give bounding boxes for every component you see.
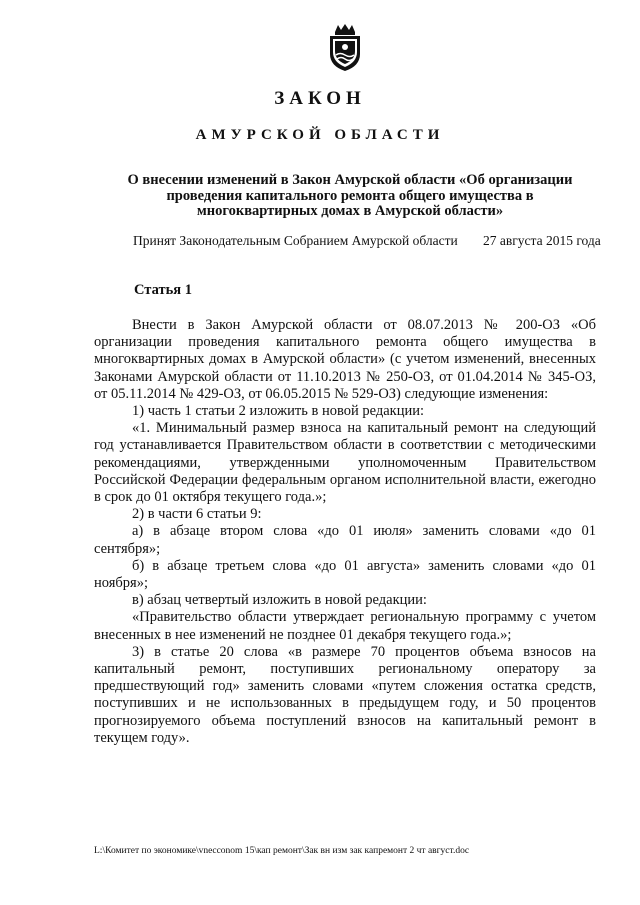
law-subject-line: проведения капитального ремонта общего имущества в [166,187,534,204]
law-title: ЗАКОН [274,88,366,109]
coat-of-arms-icon [322,22,368,72]
article-paragraph: 3) в статье 20 слова «в размере 70 процентов объема взносов на капитальный ремонт, поступивших региональному оператору за предшествующий год» заменить словами «путем сложения остатка средств, поступивших и не использованных в предыдущем году, и 50 процентов прогнозируемого объема поступлений взносов на капитальный ремонт в текущем году». [94,643,596,746]
adoption-text: Принят Законодательным Собранием Амурской области [133,233,458,248]
article-paragraph: б) в абзаце третьем слова «до 01 августа» заменить словами «до 01 ноября»; [94,557,596,592]
article-body [94,317,596,747]
adoption-date: 27 августа 2015 года [483,233,601,248]
article-paragraph: 2) в части 6 статьи 9: [132,506,262,523]
article-paragraph: а) в абзаце втором слова «до 01 июля» заменить словами «до 01 сентября»; [94,523,596,557]
article-paragraph: «Правительство области утверждает региональную программу с учетом внесенных в нее изменений не позднее 01 декабря текущего года.»; [94,609,596,643]
file-path-footer: L:\Комитет по экономике\vnecconom 15\кап ремонт\Зак вн изм зак капремонт 2 чт август.doc [94,846,470,856]
article-paragraph: в) абзац четвертый изложить в новой редакции: [132,592,427,609]
law-subject [100,173,600,220]
article-paragraph: 1) часть 1 статьи 2 изложить в новой редакции: [132,403,425,420]
region-title: АМУРСКОЙ ОБЛАСТИ [195,127,445,143]
law-subject-line: многоквартирных домах в Амурской области» [196,203,504,219]
article-title: Статья 1 [134,282,192,298]
article-paragraph: Внести в Закон Амурской области от 08.07.2013 № 200-ОЗ «Об организации проведения капитального ремонта общего имущества в многоквартирных домах в Амурской области» (с учетом изменений, внесенных Законами Амурской области от 11.10.2013 № 250-ОЗ, от 01.04.2014 № 345-ОЗ, от 05.11.2014 № 429-ОЗ, от 06.05.2015 № 529-ОЗ) следующие изменения: [94,317,596,402]
article-paragraph: «1. Минимальный размер взноса на капитальный ремонт на следующий год устанавливается Правительством области в соответствии с методическими рекомендациями, утвержденными уполномоченным Правительством Российской Федерации федеральным органом исполнительной власти, ежегодно в срок до 01 октября текущего года.»; [94,420,596,506]
law-subject-line: О внесении изменений в Закон Амурской области «Об организации [127,172,573,188]
